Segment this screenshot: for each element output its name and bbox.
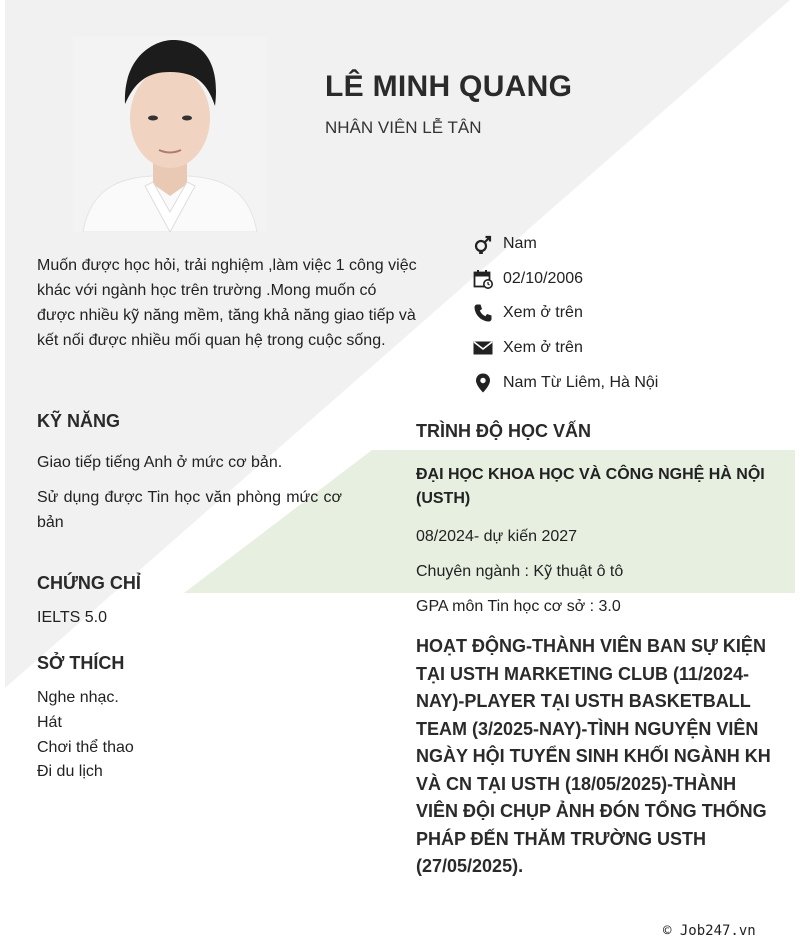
location-pin-icon — [472, 372, 494, 394]
contact-gender — [472, 231, 772, 257]
gender-icon — [472, 233, 494, 255]
email-value: Xem ở trên — [503, 339, 583, 356]
study-period: 08/2024- dự kiến 2027 — [416, 528, 578, 545]
gpa: GPA môn Tin học cơ sở : 3.0 — [416, 598, 621, 615]
education-heading: TRÌNH ĐỘ HỌC VẤN — [416, 421, 591, 441]
job-title: NHÂN VIÊN LỄ TÂN — [325, 118, 482, 137]
candidate-name: LÊ MINH QUANG — [325, 70, 573, 103]
hobby-item: Đi du lịch — [37, 763, 103, 780]
school-name: ĐẠI HỌC KHOA HỌC VÀ CÔNG NGHỆ HÀ NỘI (USTH) — [416, 466, 765, 507]
contact-phone — [472, 300, 772, 326]
certificate-item: IELTS 5.0 — [37, 609, 107, 626]
footer-watermark: © Job247.vn — [663, 923, 756, 939]
certificates-heading: CHỨNG CHỈ — [37, 573, 141, 593]
major: Chuyên ngành : Kỹ thuật ô tô — [416, 563, 624, 580]
contact-address — [472, 370, 772, 396]
calendar-icon — [472, 268, 494, 290]
hobbies-heading: SỞ THÍCH — [37, 653, 125, 673]
activities-section: HOẠT ĐỘNG-THÀNH VIÊN BAN SỰ KIỆN TẠI USTH MARKETING CLUB (11/2024-NAY)-PLAYER TẠI USTH BASKETBALL TEAM (3/2025-NAY)-TÌNH NGUYỆN VIÊN NGÀY HỘI TUYỂN SINH KHỐI NGÀNH KH VÀ CN TẠI USTH (18/05/2025)-THÀNH VIÊN ĐỘI CHỤP ẢNH ĐÓN TỔNG THỐNG PHÁP ĐẾN THĂM TRƯỜNG USTH (27/05/2025). — [416, 636, 771, 876]
dob-value: 02/10/2006 — [503, 270, 584, 287]
skill-item: Sử dụng được Tin học văn phòng mức cơ bản — [37, 489, 342, 531]
skills-heading: KỸ NĂNG — [37, 411, 121, 431]
skill-item: Giao tiếp tiếng Anh ở mức cơ bản. — [37, 454, 283, 471]
contact-email — [472, 335, 772, 361]
address-value: Nam Từ Liêm, Hà Nội — [503, 374, 659, 391]
career-objective: Muốn được học hỏi, trải nghiệm ,làm việc 1 công việc khác với ngành học trên trường .Mong muốn có được nhiều kỹ năng mềm, tăng khả năng giao tiếp và kết nối được nhiều mối quan hệ trong cuộc sống. — [37, 257, 417, 349]
hobby-item: Chơi thể thao — [37, 739, 134, 756]
hobby-item: Nghe nhạc. — [37, 689, 119, 706]
phone-value: Xem ở trên — [503, 304, 583, 321]
hobby-item: Hát — [37, 714, 62, 731]
contact-dob — [472, 266, 772, 292]
profile-photo — [73, 36, 267, 232]
phone-icon — [472, 302, 494, 324]
email-icon — [472, 337, 494, 359]
gender-value: Nam — [503, 235, 537, 252]
